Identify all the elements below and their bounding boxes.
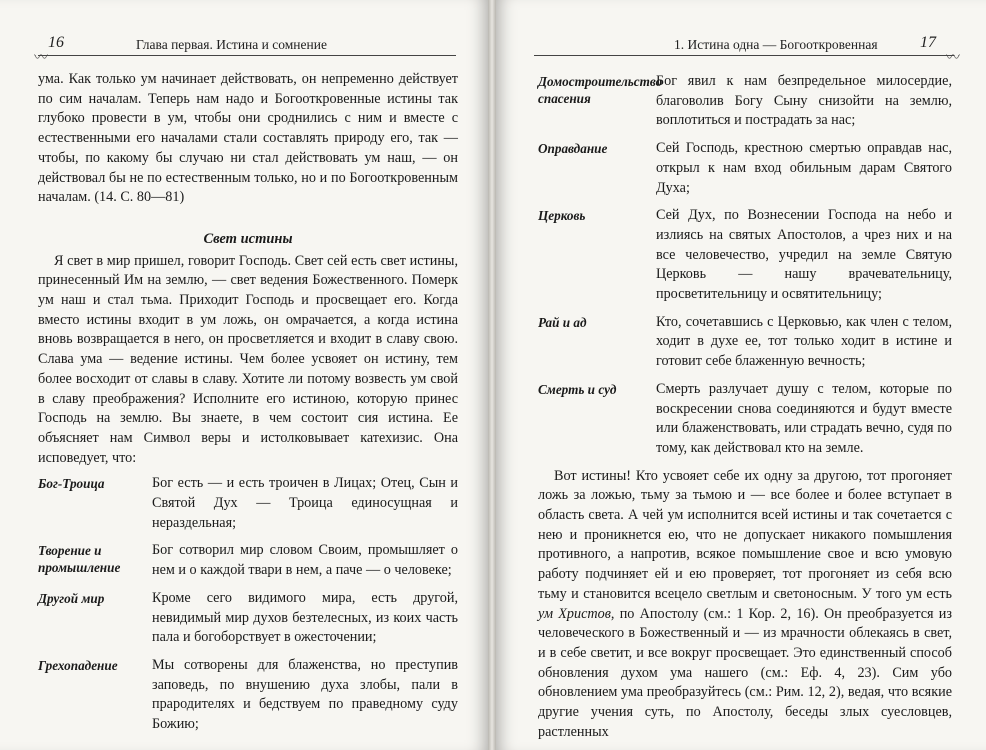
opening-paragraph: ума. Как только ум начинает действовать, он непременно действует по сим началам. Теперь нам надо и Богооткровенные истины так глубоко провести в ум, чтобы они сроднились с ним и вместе с естественными его началами стали составлять природу его, так — чтобы, по какому бы случаю ни стал действовать ум наш, — он действовал бы не по естественным только, но и по Богооткровенным началам. (14. С. 80—81) [38, 71, 458, 206]
term-entry [538, 380, 952, 459]
term-entry [38, 474, 458, 533]
book-gutter [488, 0, 496, 750]
left-running-title: Глава первая. Истина и сомнение [136, 37, 327, 52]
term-definition: Бог есть — и есть троичен в Лицах; Отец, Сын и Святой Дух — Троица единосущная и нераздельная; [152, 475, 458, 531]
term-definition: Бог сотворил мир словом Своим, промышляет о нем и о каждой твари в нем, а паче — о человеке; [152, 542, 458, 579]
term-label: Смерть и суд [538, 381, 617, 397]
term-label: Домостроительство спасения [538, 74, 663, 106]
term-definition: Сей Господь, крестною смертью оправдав нас, открыл к нам вход обильным дарам Святого Духа; [656, 140, 952, 196]
right-page [496, 0, 986, 750]
closing-paragraph [538, 467, 952, 743]
right-ornament-icon: 〰 [946, 51, 958, 66]
closing-emphasis: ум Христов [538, 605, 611, 622]
term-entry [38, 589, 458, 648]
left-page-number: 16 [48, 34, 64, 51]
left-ornament-icon: 〰 [34, 51, 46, 66]
left-term-list [38, 474, 458, 734]
term-entry [538, 206, 952, 305]
term-entry [38, 656, 458, 735]
term-definition: Сей Дух, по Вознесении Господа на небо и излиясь на святых Апостолов, а чрез них и на все человечество, учредил на земле Святую Церковь — нашу врачевательницу, просветительницу и освятительницу; [656, 207, 952, 303]
right-term-list [538, 72, 952, 459]
left-page-body [38, 70, 458, 743]
term-label: Рай и ад [538, 314, 587, 330]
term-definition: Кто, сочетавшись с Церковью, как член с телом, ходит в духе ее, тот только ходит в истине и готовит себе блаженную вечность; [656, 313, 952, 370]
right-header-rule [534, 55, 954, 56]
term-entry [38, 541, 458, 580]
term-label: Грехопадение [38, 657, 118, 673]
term-definition: Кроме сего видимого мира, есть другой, невидимый мир духов безтелесных, из коих часть пала и богоборствует в ожесточении; [152, 589, 458, 646]
term-label: Другой мир [38, 590, 105, 606]
term-label: Бог-Троица [38, 476, 105, 492]
right-running-title: 1. Истина одна — Богооткровенная [674, 37, 878, 52]
section-heading: Свет истины [203, 230, 293, 247]
term-definition: Бог явил к нам безпредельное милосердие, благоволив Богу Сыну снизойти на землю, воплотиться и пострадать за нас; [656, 73, 952, 129]
right-page-number: 17 [920, 34, 936, 51]
right-page-header [534, 34, 958, 66]
closing-text-part-2: , по Апостолу (см.: 1 Кор. 2, 16). Он преобразуется из человеческого в Божественный и — из мрачности облекаясь в свет, и в себе светит, и все вокруг просвещает. Это единственный способ обновления духом ума нашего (см.: Еф. 4, 23). Сим убо обновлением ума преобразуйтесь (см.: Рим. 12, 2), ведая, что всякие другие учения суть, по Апостолу, беседы злых суесловцев, растленных [538, 605, 952, 740]
term-label: Оправдание [538, 141, 608, 157]
left-header-rule [38, 55, 456, 56]
term-label: Творение и промышление [38, 543, 121, 576]
term-label: Церковь [538, 208, 586, 224]
term-entry [538, 139, 952, 198]
left-page [0, 0, 488, 750]
section-paragraph: Я свет в мир пришел, говорит Господь. Свет сей есть свет истины, принесенный Им на землю, — свет ведения Божественного. Померк ум наш и стал тьма. Приходит Господь и просвещает его. Когда вместо истины входит в ум ложь, он омрачается, а когда истина вновь возвращается в него, он просветляется и входит в славу свою. Слава ума — ведение истины. Чем более усвояет он истину, тем более восходит от славы в славу. Хотите ли потому возвесть ум свой в славу преображения? Исполните его истиною, которую принес Господь на землю. Вы знаете, в чем состоит сия истина. Ее объясняет нам Символ веры и истолковывает катехизис. Она исповедует, что: [38, 252, 458, 466]
closing-text-part-1: Вот истины! Кто усвояет себе их одну за другою, тот прогоняет ложь за ложью, тьму за тьмою и — все более и более вступает в область света. А чей ум исполнится всей истины и так сочетается с нею и проникнется ею, что не допускает никакого помышления противного, а напротив, всякое помышление свое и всю умовую работу подчиняет ей и ею проверяет, тот прогоняет из себя всю тьму и становится всецело светлым и светоносным. У того ум есть [538, 467, 952, 602]
term-definition: Мы сотворены для блаженства, но преступив заповедь, по внушению духа злобы, пали в прародителях и бедствуем по праведному суду Божию; [152, 656, 458, 733]
term-entry [538, 313, 952, 372]
left-page-header [34, 34, 456, 66]
term-definition: Смерть разлучает душу с телом, которые по воскресении снова соединяются и будут вместе или блаженствовать, или страдать вечно, судя по тому, как действовал кто на земле. [656, 380, 952, 456]
right-page-body [538, 72, 952, 743]
term-entry [538, 72, 952, 131]
